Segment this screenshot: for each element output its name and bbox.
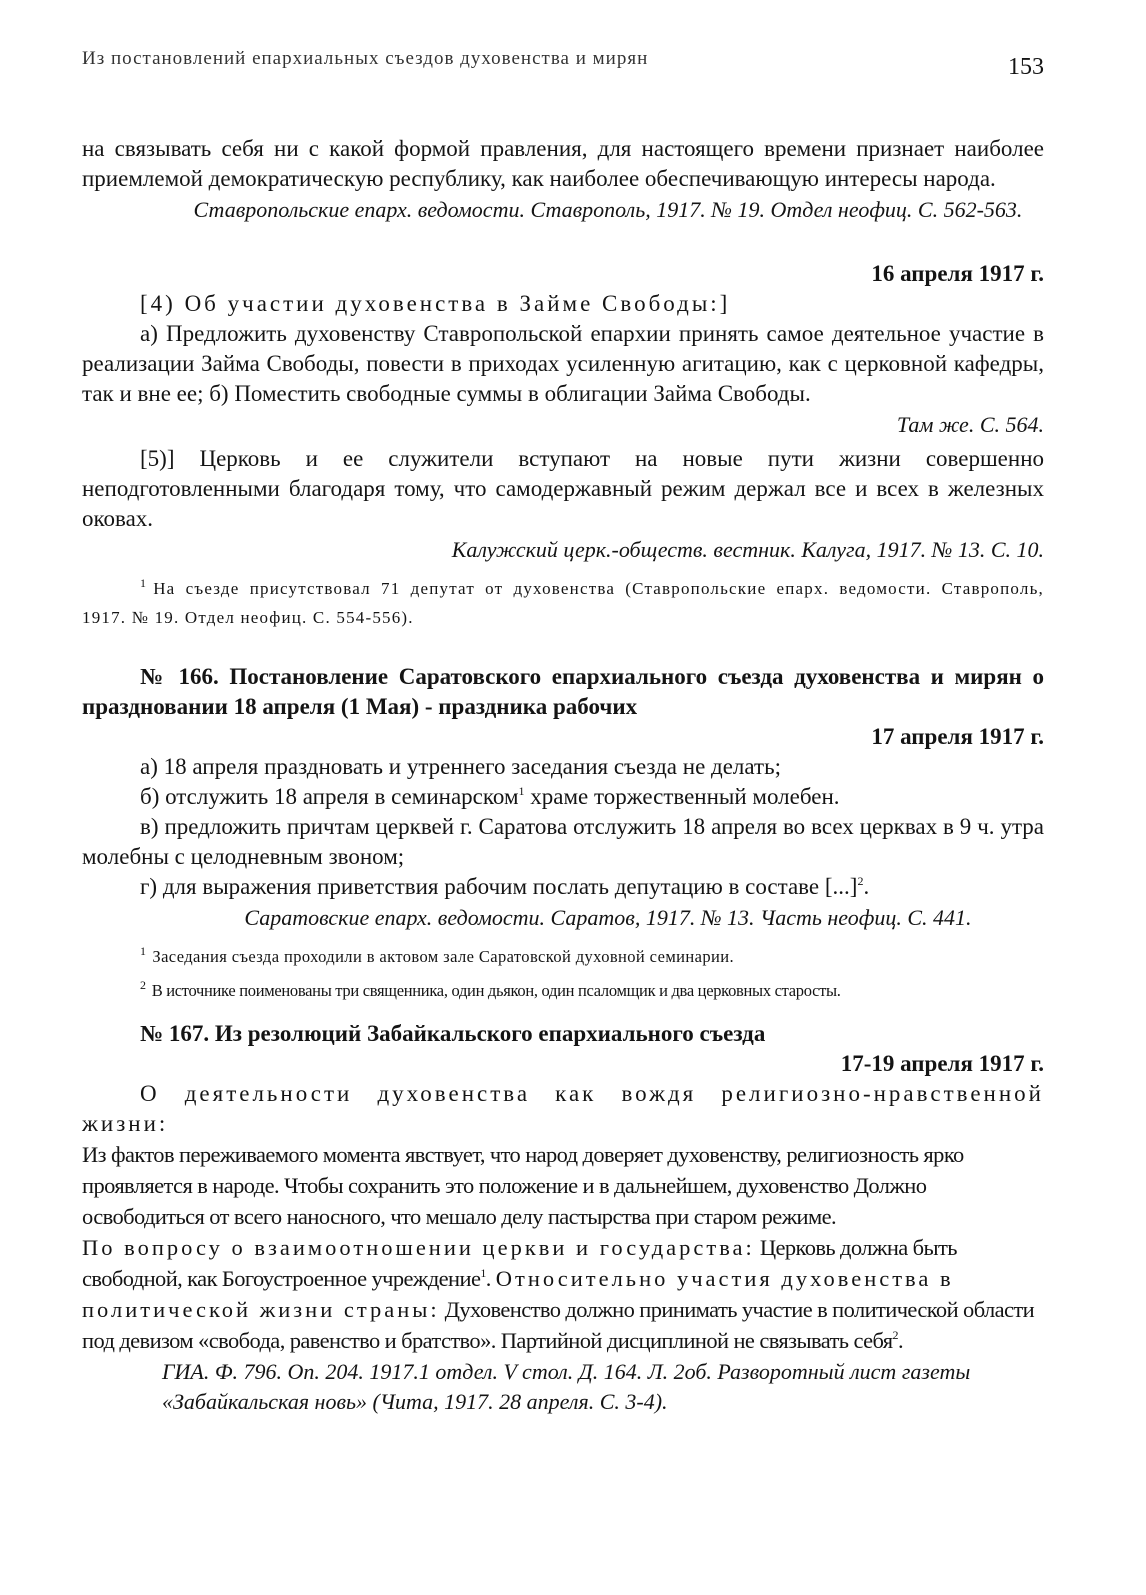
date-line: 17-19 апреля 1917 г. (840, 1051, 1044, 1076)
section-heading: О деятельности духовенства как вождя религиозно-нравственной жизни: (82, 1081, 1044, 1136)
source-citation: Калужский церк.-обществ. вестник. Калуга, 1917. № 13. С. 10. (451, 537, 1044, 562)
footnote: $^1$ Заседания съезда проходили в актовом зале Саратовской духовной семинарии. (140, 944, 734, 966)
paragraph: а) Предложить духовенству Ставропольской епархии принять самое деятельное участие в реализации Займа Свободы, повести в приходах усиленную агитацию, как с церковной кафедры, так и вне ее; б) Поместить свободные суммы в облигации Займа Свободы. (82, 321, 1044, 406)
list-item: г) для выражения приветствия рабочим послать депутацию в составе [...]$^2$. (140, 874, 870, 899)
source-citation: Там же. С. 564. (896, 412, 1044, 437)
paragraph: По вопросу о взаимоотношении церкви и государства: Церковь должна быть свободной, как Богоустроенное учреждение$^1$. Относительно участия духовенства в политической жизни страны: Духовенство должно принимать участие в политической области под девизом «свобода, равенство и братство». Партийной дисциплиной не связывать себя$^2$. (82, 1235, 1035, 1353)
source-citation: ГИА. Ф. 796. Оп. 204. 1917.1 отдел. V стол. Д. 164. Л. 2об. Разворотный лист газеты «Забайкальская новь» (Чита, 1917. 28 апреля. С. 3-4). (162, 1359, 971, 1414)
running-title: Из постановлений епархиальных съездов духовенства и мирян (82, 48, 649, 69)
footnote-ref: 2 (857, 874, 864, 888)
footnote-ref: 1 (518, 784, 525, 798)
date-line: 16 апреля 1917 г. (871, 261, 1044, 286)
footnote (82, 569, 1044, 632)
paragraph: Из фактов переживаемого момента явствует, что народ доверяет духовенству, религиозность ярко проявляется в народе. Чтобы сохранить это положение и в дальнейшем, духовенство Должно освободиться от всего наносного, что мешало делу пастырства при старом режиме. (82, 1142, 964, 1229)
page-header (82, 46, 1044, 86)
paragraph: [5)] Церковь и ее служители вступают на новые пути жизни совершенно неподготовленными благодаря тому, что самодержавный режим держал все и всех в железных оковах. (82, 446, 1044, 531)
inline-heading: По вопросу о взаимоотношении церкви и государства: (82, 1235, 755, 1260)
paragraph: на связывать себя ни с какой формой правления, для настоящего времени признает наиболее приемлемой демократическую республику, как наиболее обеспечивающую интересы народа. (82, 136, 1044, 191)
page-body (82, 134, 1044, 1421)
inline-heading: Относительно участия духовенства в политической жизни страны: (82, 1266, 954, 1322)
footnote-mark: 2 (140, 978, 146, 992)
list-item: б) отслужить 18 апреля в семинарском$^1$ храме торжественный молебен. (140, 784, 840, 809)
list-item: а) 18 апреля праздновать и утреннего заседания съезда не делать; (140, 754, 781, 779)
footnote-ref: 2 (892, 1328, 898, 1342)
footnote: $^2$ В источнике поименованы три священника, один дьякон, один псаломщик и два церковных старосты. (140, 978, 841, 1000)
footnote-text: На съезде присутствовал 71 депутат от духовенства (Ставропольские епарх. ведомости. Ставрополь, 1917. № 19. Отдел неофиц. С. 554-556). (82, 579, 1044, 627)
document-title: № 167. Из резолюций Забайкальского епархиального съезда (140, 1021, 766, 1046)
source-citation: Саратовские епарх. ведомости. Саратов, 1917. № 13. Часть неофиц. С. 441. (244, 905, 972, 930)
footnote-ref: 1 (480, 1266, 486, 1280)
page-number: 153 (1008, 54, 1044, 80)
footnote-mark: 1 (140, 944, 147, 958)
document-page (82, 0, 1044, 1595)
footnote-mark: 1 (140, 576, 148, 590)
date-line: 17 апреля 1917 г. (871, 724, 1044, 749)
document-title: № 166. Постановление Саратовского епархиального съезда духовенства и мирян о праздновании 18 апреля (1 Мая) - праздника рабочих (82, 664, 1044, 719)
list-item: в) предложить причтам церквей г. Саратова отслужить 18 апреля во всех церквах в 9 ч. утра молебны с целодневным звоном; (82, 814, 1044, 869)
source-citation: Ставропольские епарх. ведомости. Ставрополь, 1917. № 19. Отдел неофиц. С. 562-563. (193, 197, 1023, 222)
section-heading: [4) Об участии духовенства в Займе Свободы:] (140, 291, 731, 316)
